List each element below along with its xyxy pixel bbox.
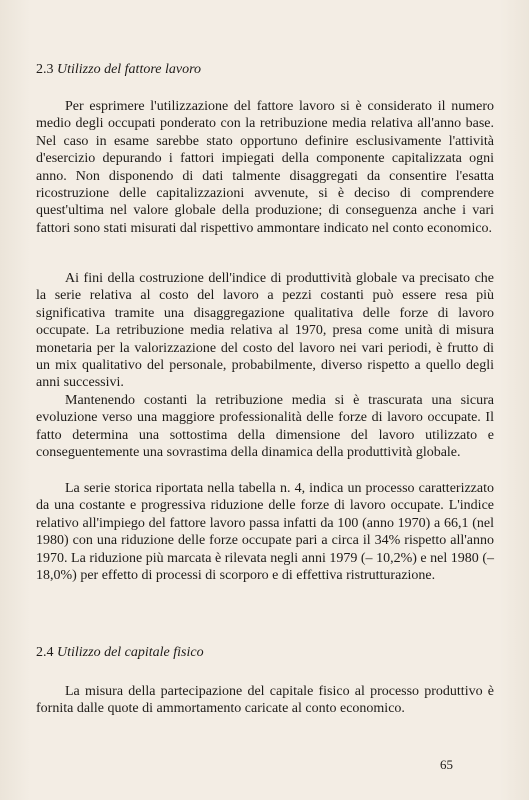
body-paragraph: Mantenendo costanti la retribuzione media si è trascurata una sicura evoluzione verso una maggiore professionalità delle forze di lavoro occupate. Il fatto determina una sottostima della dimensione del lavoro utilizzato e conseguentemente una sovrastima della dinamica della produttività globale. — [36, 393, 494, 461]
body-paragraph: Ai fini della costruzione dell'indice di produttività globale va precisato che la serie relativa al costo del lavoro a pezzi costanti può essere resa più significativa tramite una disaggregazione qualitativa delle forze di lavoro occupate. La retribuzione media relativa al 1970, presa come unità di misura monetaria per la valorizzazione del costo del lavoro nei vari periodi, è frutto di un mix qualitativo del personale, probabilmente, diverso rispetto a quello degli anni successivi. — [36, 271, 494, 391]
body-paragraph: La serie storica riportata nella tabella n. 4, indica un processo caratterizzato da una costante e progressiva riduzione delle forze di lavoro occupate. L'indice relativo all'impiego del fattore lavoro passa infatti da 100 (anno 1970) a 66,1 (nel 1980) con una riduzione delle forze occupate pari a circa il 34% rispetto all'anno 1970. La riduzione più marcata è rilevata negli anni 1979 (– 10,2%) e nel 1980 (– 18,0%) per effetto di processi di scorporo e di effettiva ristrutturazione. — [36, 481, 494, 584]
body-paragraph: La misura della partecipazione del capitale fisico al processo produttivo è fornita dalle quote di ammortamento caricate al conto economico. — [36, 684, 494, 717]
section-number: 2.3 — [36, 62, 54, 77]
section-number: 2.4 — [36, 645, 54, 660]
section-title: Utilizzo del capitale fisico — [57, 645, 204, 660]
section-heading — [36, 62, 201, 78]
section-title: Utilizzo del fattore lavoro — [57, 62, 202, 77]
page-number: 65 — [440, 757, 453, 772]
section-heading — [36, 645, 204, 661]
body-paragraph: Per esprimere l'utilizzazione del fattore lavoro si è considerato il numero medio degli occupati ponderato con la retribuzione media relativa all'anno base. Nel caso in esame sarebbe stato opportuno definire esclusivamente l'attività d'esercizio depurando i fattori impiegati della componente capitalizzata ogni anno. Non disponendo di dati talmente disaggregati da consentire l'esatta ricostruzione delle capitalizzazioni avvenute, si è deciso di comprendere quest'ultima nel valore globale della produzione; di conseguenza anche i vari fattori sono stati misurati dal rispettivo ammontare indicato nel conto economico. — [36, 99, 494, 236]
